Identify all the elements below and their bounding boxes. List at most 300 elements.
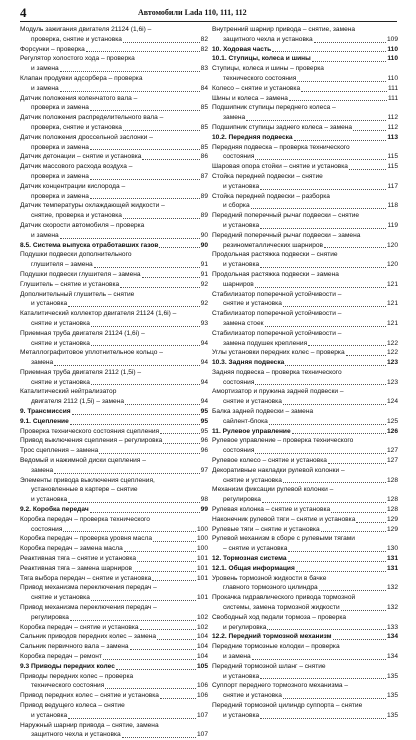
toc-entry-title: проверка и замена [31,192,89,200]
toc-entry-title: 9.1. Сцепление [20,417,69,425]
dot-leader [321,531,386,532]
toc-entry [212,672,398,682]
toc-page-number: 94 [200,398,208,406]
toc-entry [20,554,208,564]
toc-entry-title: Рулевое колесо – снятие и установка [212,457,327,465]
toc-entry-title: Передний тормозной шланг – снятие [212,662,326,670]
toc-entry-title: Рулевое управление – проверка технического [212,437,354,445]
toc-entry [20,113,208,123]
toc-entry-title: замена [223,114,246,122]
toc-entry [212,417,398,427]
toc-page-number: 134 [386,653,398,660]
toc-entry-title: Продольная растяжка подвески – снятие [212,251,338,259]
toc-page-number: 104 [196,633,208,641]
toc-entry [212,172,398,182]
toc-entry [20,593,208,603]
toc-entry [212,123,398,133]
toc-page-number: 89 [200,192,208,200]
toc-page-number: 132 [386,584,398,592]
toc-section-heading [212,632,398,642]
dot-leader [252,659,386,660]
toc-entry [212,485,398,495]
toc-page-number: 129 [386,515,398,523]
toc-entry [20,94,208,104]
toc-page-number: 111 [387,84,398,92]
toc-page-number: 134 [386,633,398,641]
toc-entry [212,662,398,672]
toc-entry-title: главного тормозного цилиндра [223,584,318,592]
toc-page-number: 102 [196,623,208,631]
toc-entry [20,427,208,437]
toc-entry-title: замена [31,359,54,367]
toc-entry-title: 11. Рулевое управление [212,427,291,435]
toc-section-heading [20,505,208,515]
dot-leader [91,345,200,346]
toc-page-number: 94 [200,339,208,347]
dot-leader [90,149,200,150]
toc-entry-title: 10.3. Задняя подвеска [212,359,285,367]
toc-entry-title: 12.1. Общая информация [212,564,295,572]
toc-entry-title: Дополнительный глушитель – снятие [20,290,135,298]
toc-entry [212,613,398,623]
toc-entry [20,721,208,731]
toc-page-number: 101 [196,594,208,602]
toc-page-number: 123 [386,359,398,367]
toc-entry-title: замена стоек [223,319,264,327]
toc-entry [20,162,208,172]
toc-entry [20,711,208,721]
toc-entry [20,574,208,584]
toc-page-number: 121 [386,319,398,327]
toc-entry [20,623,208,633]
dot-leader [142,277,200,278]
toc-entry-title: и замена [223,653,251,660]
toc-entry [20,436,208,446]
dot-leader [283,404,386,405]
toc-entry-title: Передний поперечный рычаг подвески – снятие [212,212,360,220]
toc-entry [20,691,208,701]
toc-entry-title: Датчик положения коленчатого вала – [20,94,138,102]
toc-page-number: 132 [386,604,398,612]
toc-page-number: 99 [200,506,208,514]
toc-entry [212,250,398,260]
toc-entry-title: Реактивная тяга – снятие и установка [20,555,137,563]
toc-page-number: 85 [200,123,208,131]
toc-entry-title: Продольная растяжка подвески – замена [212,270,339,278]
toc-entry [212,652,398,662]
dot-leader [324,247,386,248]
toc-entry [212,515,398,525]
dot-leader [255,159,386,160]
toc-entry-title: Тяга выбора передач – снятие и установка [20,574,152,582]
toc-page-number: 127 [386,457,398,465]
toc-entry [212,407,398,417]
toc-entry [212,681,398,691]
dot-leader [86,51,200,52]
toc-entry-title: проверка и замена [31,104,89,112]
toc-entry [20,84,208,94]
toc-entry-title: состояния [223,447,255,455]
toc-entry-title: и сборка [223,202,250,210]
dot-leader [262,502,386,503]
toc-entry-title: снятие и установка [223,692,282,700]
toc-page-number: 104 [196,653,208,660]
dot-leader [70,620,196,621]
dot-leader [255,287,386,288]
toc-entry [20,525,208,535]
toc-entry-title: Коробка передач – ремонт [20,653,102,660]
toc-entry [20,133,208,143]
toc-entry [212,192,398,202]
toc-entry-title: снятие, проверка и установка [31,212,122,220]
dot-leader [308,345,386,346]
toc-entry-title: 9.2. Коробка передач [20,506,89,514]
toc-entry-title: и установка [31,711,68,719]
toc-entry [20,378,208,388]
toc-entry [20,397,208,407]
toc-page-number: 92 [200,300,208,308]
toc-page-number: 92 [200,280,208,288]
toc-entry [20,201,208,211]
toc-entry-title: и установка [223,182,260,190]
toc-entry-title: Передние тормозные колодки – проверка [212,643,340,651]
toc-page-number: 133 [386,623,398,631]
dot-leader [68,306,200,307]
toc-page-number: 82 [200,35,208,43]
toc-entry-title: Рулевой механизм в сборе с рулевыми тягами [212,535,355,543]
toc-entry [20,613,208,623]
toc-entry-title: Реактивная тяга – замена шарниров [20,564,132,572]
toc-entry-title: Датчик концентрации кислорода – [20,182,126,190]
toc-entry [20,270,208,280]
dot-leader [60,91,200,92]
toc-page-number: 122 [386,339,398,347]
toc-entry [20,485,208,495]
header-divider [20,21,397,22]
dot-leader [163,443,199,444]
toc-entry-title: установленные в картере – снятие [31,486,138,494]
toc-page-number: 115 [387,153,398,161]
toc-entry [212,466,398,476]
toc-entry [20,564,208,574]
toc-page-number: 104 [196,643,208,651]
toc-entry-title: глушителя – замена [31,261,93,269]
toc-entry-title: замена [31,466,54,474]
toc-entry [20,172,208,182]
dot-leader [246,120,386,121]
dot-leader [91,600,196,601]
toc-page-number: 107 [196,711,208,719]
toc-entry [20,348,208,358]
toc-page-number: 111 [387,94,398,102]
dot-leader [314,42,386,43]
toc-entry-title: снятие и установка [31,319,90,327]
toc-page-number: 110 [387,55,398,63]
toc-page-number: 128 [386,506,398,514]
toc-entry [20,152,208,162]
toc-entry [20,54,208,64]
toc-section-heading [212,427,398,437]
toc-entry-title: проверка, снятие и установка [31,123,122,131]
toc-page-number: 96 [200,437,208,445]
toc-entry [20,182,208,192]
dot-leader [94,267,200,268]
toc-page-number: 124 [386,398,398,406]
toc-entry-title: Передняя подвеска – проверка технического [212,143,350,151]
toc-entry [20,534,208,544]
toc-page-number: 90 [200,231,208,239]
toc-entry [20,74,208,84]
dot-leader [70,424,200,425]
toc-entry-title: 9. Трансмиссия [20,408,71,416]
toc-entry-title: Форсунки – проверка [20,45,85,53]
toc-page-number: 93 [200,319,208,327]
toc-entry-title: технического состояния [223,74,297,82]
toc-page-number: 95 [200,427,208,435]
toc-entry-title: Привод механизма переключения передач – [20,584,157,592]
toc-page-number: 122 [386,349,398,357]
toc-entry [20,368,208,378]
toc-entry [20,603,208,613]
toc-entry-title: состояния [223,378,255,386]
dot-leader [140,629,196,630]
toc-entry-title: 10.2. Передняя подвеска [212,133,293,141]
toc-entry-title: Шины и колеса – замена [212,94,288,102]
toc-entry [20,221,208,231]
toc-page-number: 135 [386,711,398,719]
toc-page-number: 130 [386,545,398,553]
toc-entry-title: Регулятор холостого хода – проверка [20,55,135,63]
toc-entry-title: 10. Ходовая часть [212,45,272,53]
toc-entry [212,143,398,153]
toc-page-number: 110 [387,74,398,82]
dot-leader [341,610,386,611]
toc-entry-title: и установка [223,261,260,269]
toc-entry-title: снятие и установка [31,594,90,602]
toc-entry-title: снятие и установка [223,398,282,406]
dot-leader [312,61,387,62]
toc-entry-title: Трос сцепления – замена [20,447,99,455]
toc-entry-title: Рулевые тяги – снятие и установка [212,525,320,533]
toc-entry [20,299,208,309]
toc-entry-title: и установка [223,672,260,680]
dot-leader [353,130,386,131]
dot-leader [319,590,386,591]
toc-entry-title: Уровень тормозной жидкости в бачке [212,574,327,582]
dot-leader [296,571,386,572]
toc-page-number: 120 [386,261,398,269]
toc-entry [20,730,208,740]
page-header [20,5,396,21]
toc-section-heading [20,417,208,427]
toc-entry-title: Подушки подвески дополнительного [20,251,132,259]
toc-entry [20,45,208,55]
toc-entry-title: и регулировка [223,623,267,631]
toc-page-number: 123 [386,378,398,386]
toc-left-column [20,25,208,740]
toc-page-number: 121 [386,300,398,308]
toc-entry [20,290,208,300]
dot-leader [269,424,386,425]
toc-page-number: 101 [196,555,208,563]
toc-entry-title: Привод ведущего колеса – снятие [20,701,125,709]
toc-entry [20,358,208,368]
dot-leader [331,512,386,513]
toc-entry [212,495,398,505]
toc-entry-title: технического состояния [31,682,105,690]
toc-page-number: 85 [200,104,208,112]
toc-entry [212,691,398,701]
toc-entry [212,94,398,104]
dot-leader [333,639,386,640]
toc-section-heading [212,358,398,368]
dot-leader [288,561,386,562]
toc-entry-title: Привод выключения сцепления – регулировка [20,437,163,445]
toc-entry-title: снятие и установка [223,300,282,308]
toc-entry-title: Стабилизатор поперечной устойчивости – [212,290,342,298]
dot-leader [152,580,196,581]
dot-leader [288,551,386,552]
dot-leader [99,453,199,454]
toc-entry [20,701,208,711]
toc-page-number: 129 [386,525,398,533]
toc-entry-title: 8.5. Система выпуска отработавших газов [20,241,159,249]
toc-page-number: 110 [387,45,398,53]
toc-entry [20,583,208,593]
dot-leader [283,698,386,699]
dot-leader [260,678,386,679]
toc-page-number: 91 [200,261,208,269]
toc-entry-title: Амортизатор и пружина задней подвески – [212,388,344,396]
toc-entry [20,642,208,652]
toc-entry [212,231,398,241]
toc-entry-title: Стабилизатор поперечной устойчивости – [212,310,342,318]
toc-entry-title: проверка и замена [31,143,89,151]
toc-entry [212,74,398,84]
toc-page-number: 94 [200,359,208,367]
dot-leader [90,179,200,180]
toc-entry-title: Ступицы, колеса и шины – проверка [212,65,324,73]
dot-leader [142,159,199,160]
dot-leader [54,365,199,366]
toc-entry-title: и установка [223,711,260,719]
toc-entry [212,603,398,613]
toc-page-number: 85 [200,143,208,151]
toc-entry [212,113,398,123]
toc-entry-title: снятие и установка [31,378,90,386]
toc-entry-title: Глушитель – снятие и установка [20,280,120,288]
dot-leader [267,629,386,630]
toc-entry-title: Привод механизма переключения передач – [20,604,157,612]
toc-section-heading [20,241,208,251]
dot-leader [265,326,386,327]
toc-entry-title: Задняя подвеска – проверка технического [212,368,342,376]
toc-entry-title: и замена [31,231,59,239]
dot-leader [260,267,386,268]
toc-entry-title: Подушки подвески глушителя – замена [20,270,141,278]
toc-right-column [212,25,398,721]
toc-entry [212,221,398,231]
toc-entry-title: 12.2. Передний тормозной механизм [212,633,332,641]
dot-leader [251,208,387,209]
toc-entry [20,103,208,113]
dot-leader [116,669,196,670]
toc-entry [212,299,398,309]
dot-leader [346,355,386,356]
toc-page-number: 95 [200,408,208,416]
toc-entry [212,35,398,45]
toc-page-number: 125 [386,417,398,425]
dot-leader [260,189,386,190]
dot-leader [157,639,196,640]
book-title: Автомобили Lada 110, 111, 112 [138,8,247,17]
toc-entry-title: шарниров [223,280,254,288]
toc-page-number: 89 [200,212,208,220]
toc-entry [20,476,208,486]
toc-entry-title: и установка [31,300,68,308]
toc-entry-title: Свободный ход педали тормоза – проверка [212,613,347,621]
dot-leader [301,91,387,92]
toc-entry [212,25,398,35]
toc-entry-title: Наконечник рулевой тяги – снятие и установка [212,515,356,523]
dot-leader [159,247,199,248]
toc-entry [20,466,208,476]
dot-leader [283,482,386,483]
toc-entry-title: Датчик положения дроссельной заслонки – [20,133,153,141]
toc-entry [212,446,398,456]
toc-entry [212,701,398,711]
toc-entry-title: Механизм фиксации рулевой колонки – [212,486,334,494]
toc-page-number: 97 [200,466,208,474]
toc-entry [212,241,398,251]
dot-leader [285,365,386,366]
toc-section-heading [212,133,398,143]
toc-page-number: 115 [387,163,398,171]
toc-entry-title: Углы установки передних колес – проверка [212,349,345,357]
toc-page-number: 131 [386,564,398,572]
dot-leader [60,71,200,72]
toc-entry [212,211,398,221]
dot-leader [289,100,387,101]
toc-entry [212,387,398,397]
toc-entry-title: Суппорт переднего тормозного механизма – [212,682,349,690]
toc-entry-title: Датчик массового расхода воздуха – [20,163,133,171]
toc-entry-title: Металлографитовое уплотнительное кольцо – [20,349,163,357]
toc-page-number: 100 [196,525,208,533]
toc-entry-title: Элементы привода выключения сцепления, [20,476,155,484]
toc-entry [20,672,208,682]
toc-entry [212,103,398,113]
toc-entry-title: Ведомый и нажимной диски сцепления – [20,457,146,465]
toc-entry-title: состояния [31,525,63,533]
toc-entry [20,192,208,202]
toc-entry [20,123,208,133]
dot-leader [255,384,386,385]
toc-entry [212,280,398,290]
toc-entry-title: резинометаллических шарниров [223,241,324,249]
toc-entry [20,319,208,329]
toc-entry-title: Сальник приводов передних колес – замена [20,633,157,641]
toc-entry [20,260,208,270]
toc-entry-title: защитного чехла и установка [31,731,121,739]
toc-entry-title: Стабилизатор поперечной устойчивости – [212,329,342,337]
dot-leader [68,718,196,719]
toc-entry [20,446,208,456]
toc-entry [20,35,208,45]
toc-section-heading [212,554,398,564]
toc-entry-title: и замена [31,65,59,73]
toc-entry [20,632,208,642]
